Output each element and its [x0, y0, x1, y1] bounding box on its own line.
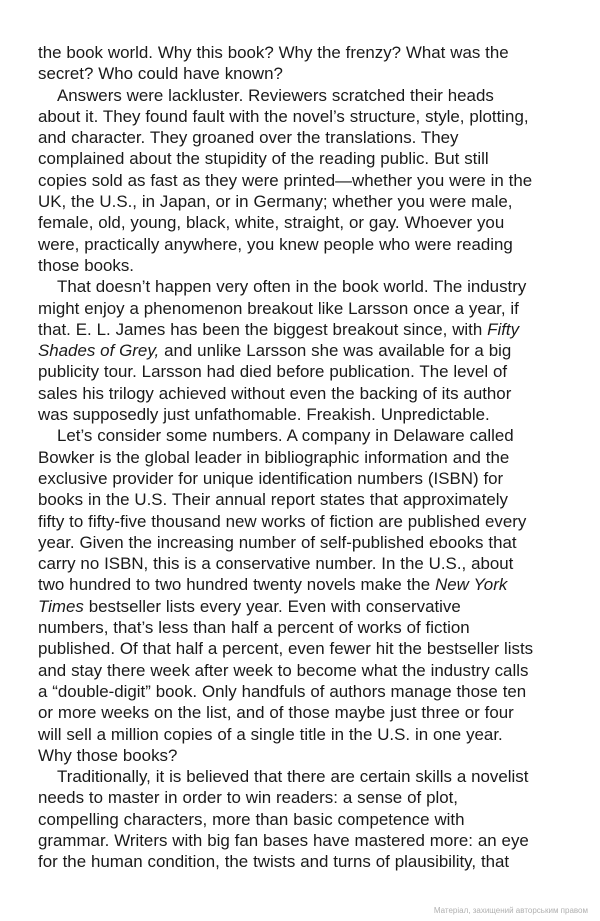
- text-line: [38, 638, 566, 659]
- text-run: will sell a million copies of a single title in the U.S. in one year.: [38, 724, 503, 744]
- text-run: for the human condition, the twists and turns of plausibility, that: [38, 852, 510, 872]
- text-line: [38, 766, 566, 787]
- text-run: those books.: [38, 255, 134, 275]
- text-run: secret? Who could have known?: [38, 64, 283, 84]
- text-line: [38, 617, 566, 638]
- text-run: female, old, young, black, white, straight, or gay. Whoever you: [38, 213, 505, 233]
- text-line: [38, 127, 566, 148]
- text-line: [38, 468, 566, 489]
- text-run: That doesn’t happen very often in the book world. The industry: [57, 277, 527, 297]
- text-line: [38, 319, 566, 340]
- text-line: [38, 170, 566, 191]
- text-run: or more weeks on the list, and of those maybe just three or four: [38, 703, 514, 723]
- paragraph: [38, 85, 566, 277]
- text-line: [38, 787, 566, 808]
- text-line: [38, 425, 566, 446]
- text-run: and stay there week after week to become what the industry calls: [38, 660, 529, 680]
- text-run: sales his trilogy achieved without even the backing of its author: [38, 383, 512, 403]
- text-run: about it. They found fault with the novel’s structure, style, plotting,: [38, 106, 529, 126]
- copyright-watermark: Матеріал, захищений авторським правом: [433, 906, 588, 915]
- text-run: year. Given the increasing number of self-published ebooks that: [38, 532, 517, 552]
- text-run: exclusive provider for unique identification numbers (ISBN) for: [38, 468, 504, 488]
- text-run: might enjoy a phenomenon breakout like Larsson once a year, if: [38, 298, 519, 318]
- text-line: [38, 63, 566, 84]
- text-run: numbers, that’s less than half a percent of works of fiction: [38, 618, 470, 638]
- text-run: Why those books?: [38, 745, 178, 765]
- text-run: a “double-digit” book. Only handfuls of authors manage those ten: [38, 681, 527, 701]
- italic-title: Shades of Grey,: [38, 341, 160, 361]
- text-line: [38, 830, 566, 851]
- text-run: grammar. Writers with big fan bases have mastered more: an eye: [38, 830, 529, 850]
- text-line: [38, 383, 566, 404]
- text-run: compelling characters, more than basic competence with: [38, 809, 465, 829]
- text-line: [38, 511, 566, 532]
- text-run: copies sold as fast as they were printed—whether you were in the: [38, 170, 533, 190]
- text-run: and unlike Larsson she was available for a big: [159, 341, 512, 361]
- text-run: Let’s consider some numbers. A company in Delaware called: [57, 426, 514, 446]
- text-line: [38, 148, 566, 169]
- text-line: [38, 681, 566, 702]
- text-line: [38, 298, 566, 319]
- text-line: [38, 660, 566, 681]
- text-line: [38, 851, 566, 872]
- text-line: [38, 553, 566, 574]
- text-run: fifty to fifty-five thousand new works of fiction are published every: [38, 511, 527, 531]
- text-line: [38, 489, 566, 510]
- text-run: that. E. L. James has been the biggest breakout since, with: [38, 319, 488, 339]
- text-line: [38, 809, 566, 830]
- text-line: [38, 85, 566, 106]
- text-line: [38, 234, 566, 255]
- text-run: UK, the U.S., in Japan, or in Germany; whether you were male,: [38, 192, 513, 212]
- text-line: [38, 361, 566, 382]
- text-run: publicity tour. Larsson had died before publication. The level of: [38, 362, 508, 382]
- text-run: was supposedly just unfathomable. Freakish. Unpredictable.: [38, 405, 490, 425]
- italic-title: Times: [38, 596, 84, 616]
- paragraph: [38, 766, 566, 872]
- document-body: [38, 42, 566, 873]
- text-line: [38, 702, 566, 723]
- text-run: books in the U.S. Their annual report states that approximately: [38, 490, 508, 510]
- italic-title: Fifty: [487, 319, 520, 339]
- text-run: and character. They groaned over the translations. They: [38, 128, 459, 148]
- text-run: needs to master in order to win readers: a sense of plot,: [38, 788, 458, 808]
- text-run: complained about the stupidity of the reading public. But still: [38, 149, 489, 169]
- text-line: [38, 404, 566, 425]
- text-line: [38, 745, 566, 766]
- text-line: [38, 532, 566, 553]
- text-line: [38, 596, 566, 617]
- text-line: [38, 276, 566, 297]
- paragraph: [38, 42, 566, 85]
- text-run: Answers were lackluster. Reviewers scratched their heads: [57, 85, 494, 105]
- text-line: [38, 574, 566, 595]
- text-run: were, practically anywhere, you knew people who were reading: [38, 234, 513, 254]
- text-line: [38, 191, 566, 212]
- text-line: [38, 42, 566, 63]
- paragraph: [38, 276, 566, 425]
- text-line: [38, 212, 566, 233]
- italic-title: New York: [435, 575, 508, 595]
- text-line: [38, 255, 566, 276]
- text-run: bestseller lists every year. Even with conservative: [83, 596, 461, 616]
- text-run: two hundred to two hundred twenty novels make the: [38, 575, 436, 595]
- text-run: Traditionally, it is believed that there are certain skills a novelist: [57, 767, 529, 787]
- text-line: [38, 340, 566, 361]
- text-run: the book world. Why this book? Why the frenzy? What was the: [38, 43, 509, 62]
- paragraph: [38, 425, 566, 766]
- text-run: Bowker is the global leader in bibliographic information and the: [38, 447, 510, 467]
- text-run: published. Of that half a percent, even fewer hit the bestseller lists: [38, 639, 534, 659]
- text-run: carry no ISBN, this is a conservative number. In the U.S., about: [38, 554, 514, 574]
- text-line: [38, 724, 566, 745]
- text-line: [38, 106, 566, 127]
- text-line: [38, 447, 566, 468]
